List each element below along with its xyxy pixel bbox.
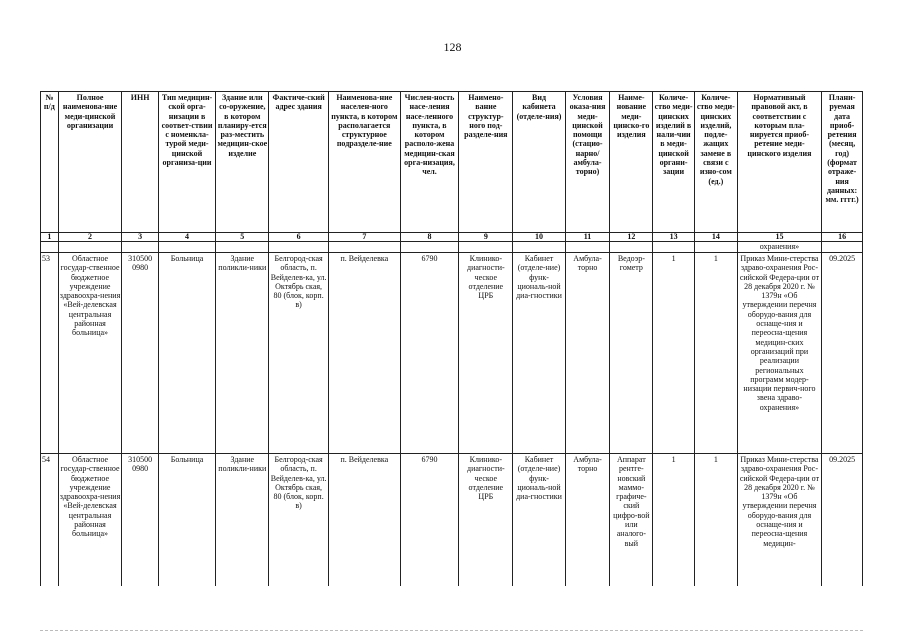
col-header-conditions: Условия оказа-ния меди-цинской помощи (стацио-нарно/ амбула-торно) (565, 92, 610, 233)
column-number: 9 (459, 233, 513, 242)
column-number: 4 (158, 233, 215, 242)
col-header-inn: ИНН (122, 92, 159, 233)
cell-locality: п. Вейделевка (328, 253, 400, 454)
column-number: 12 (610, 233, 653, 242)
cell-inn: 310500 0980 (122, 454, 159, 587)
cell-device: Ведоэр-гометр (610, 253, 653, 454)
col-header-date: Плани-руемая дата приоб-ретения (месяц, год) (формат отраже-ния данных: мм. гггг.) (822, 92, 863, 233)
col-header-qty-replace: Количе-ство меди-цинских изделий, подле-жащих замене в связи с изно-сом (ед.) (694, 92, 737, 233)
cell-conditions: Амбула-торно (565, 253, 610, 454)
column-number: 7 (328, 233, 400, 242)
cell-org: Областное государ-ственное бюджетное учреждение здравоохра-нения «Вей-делевская центральная районная больница» (58, 253, 122, 454)
column-number-row (41, 233, 863, 242)
col-header-num: № п/д (41, 92, 59, 233)
cell-address: Белгород-ская область, п. Вейделев-ка, ул. Октябрь ская, 80 (блок, корп. в) (269, 253, 328, 454)
row-number: 53 (41, 253, 59, 454)
cell-cabinet: Кабинет (отделе-ние) функ-циональ-ной диа-гностики (513, 253, 565, 454)
column-number: 16 (822, 233, 863, 242)
column-number: 5 (216, 233, 269, 242)
col-header-population: Числен-ность насе-ления насе-ленного пункта, в котором располо-жена медицин-ская орга-низация, чел. (400, 92, 458, 233)
col-header-locality: Наименова-ние населен-ного пункта, в котором располагается структурное подразделе-ние (328, 92, 400, 233)
cell-population: 6790 (400, 454, 458, 587)
cell-address: Белгород-ская область, п. Вейделев-ка, ул. Октябрь ская, 80 (блок, корп. в) (269, 454, 328, 587)
scan-edge-divider (40, 630, 863, 633)
continuation-text: охранения» (737, 242, 821, 253)
col-header-org: Полное наименова-ние меди-цинской организации (58, 92, 122, 233)
equipment-table (40, 91, 863, 586)
cell-date: 09.2025 (822, 454, 863, 587)
column-number: 1 (41, 233, 59, 242)
cell-building: Здание поликли-ники (216, 253, 269, 454)
table-row (41, 253, 863, 454)
column-number: 3 (122, 233, 159, 242)
column-number: 8 (400, 233, 458, 242)
column-number: 15 (737, 233, 821, 242)
cell-subdivision: Клинико-диагности-ческое отделение ЦРБ (459, 253, 513, 454)
cell-device: Аппарат рентге-новский маммо-графиче-ский цифро-вой или аналого-вый (610, 454, 653, 587)
column-number: 13 (653, 233, 695, 242)
col-header-subdivision: Наимено-вание структур-ного под-разделе-ния (459, 92, 513, 233)
column-number: 14 (694, 233, 737, 242)
table-row (41, 454, 863, 587)
cell-inn: 310500 0980 (122, 253, 159, 454)
col-header-address: Фактиче-ский адрес здания (269, 92, 328, 233)
col-header-cabinet: Вид кабинета (отделе-ния) (513, 92, 565, 233)
cell-building: Здание поликли-ники (216, 454, 269, 587)
cell-qty-have: 1 (653, 253, 695, 454)
cell-type: Больница (158, 454, 215, 587)
row-number: 54 (41, 454, 59, 587)
cell-conditions: Амбула-торно (565, 454, 610, 587)
cell-act: Приказ Мини-стерства здраво-охранения Рос-сийской Федера-ции от 28 декабря 2020 г. № 1379н «Об утверждении перечня оборудо-вания для оснаще-ния и переосна-щения медицин- (737, 454, 821, 587)
continuation-row (41, 242, 863, 253)
cell-qty-replace: 1 (694, 454, 737, 587)
cell-subdivision: Клинико-диагности-ческое отделение ЦРБ (459, 454, 513, 587)
cell-act: Приказ Мини-стерства здраво-охранения Рос-сийской Федера-ции от 28 декабря 2020 г. № 1379н «Об утверждении перечня оборудо-вания для оснаще-ния и переосна-щения медицин-ских организаций при реализации региональных программ модер-низации первич-ного звена здраво-охранения» (737, 253, 821, 454)
cell-locality: п. Вейделевка (328, 454, 400, 587)
cell-qty-have: 1 (653, 454, 695, 587)
page-number: 128 (443, 40, 462, 54)
cell-qty-replace: 1 (694, 253, 737, 454)
cell-date: 09.2025 (822, 253, 863, 454)
column-number: 11 (565, 233, 610, 242)
col-header-device: Наиме-нование меди-цинско-го изделия (610, 92, 653, 233)
col-header-qty-have: Количе-ство меди-цинских изделий в нали-чии в меди-цинской органи-зации (653, 92, 695, 233)
cell-cabinet: Кабинет (отделе-ние) функ-циональ-ной диа-гностики (513, 454, 565, 587)
column-number: 10 (513, 233, 565, 242)
column-number: 2 (58, 233, 122, 242)
col-header-act: Нормативный правовой акт, в соответствии с которым пла-нируется приоб-ретение меди-цинского изделия (737, 92, 821, 233)
cell-population: 6790 (400, 253, 458, 454)
col-header-type: Тип медицин-ской орга-низации в соответ-ствии с номенкла-турой меди-цинской организа-ции (158, 92, 215, 233)
cell-org: Областное государ-ственное бюджетное учреждение здравоохра-нения «Вей-делевская центральная районная больница» (58, 454, 122, 587)
column-number: 6 (269, 233, 328, 242)
col-header-building: Здание или со-оружение, в котором планиру-ется раз-местить медицин-ское изделие (216, 92, 269, 233)
cell-type: Больница (158, 253, 215, 454)
header-row (41, 92, 863, 233)
